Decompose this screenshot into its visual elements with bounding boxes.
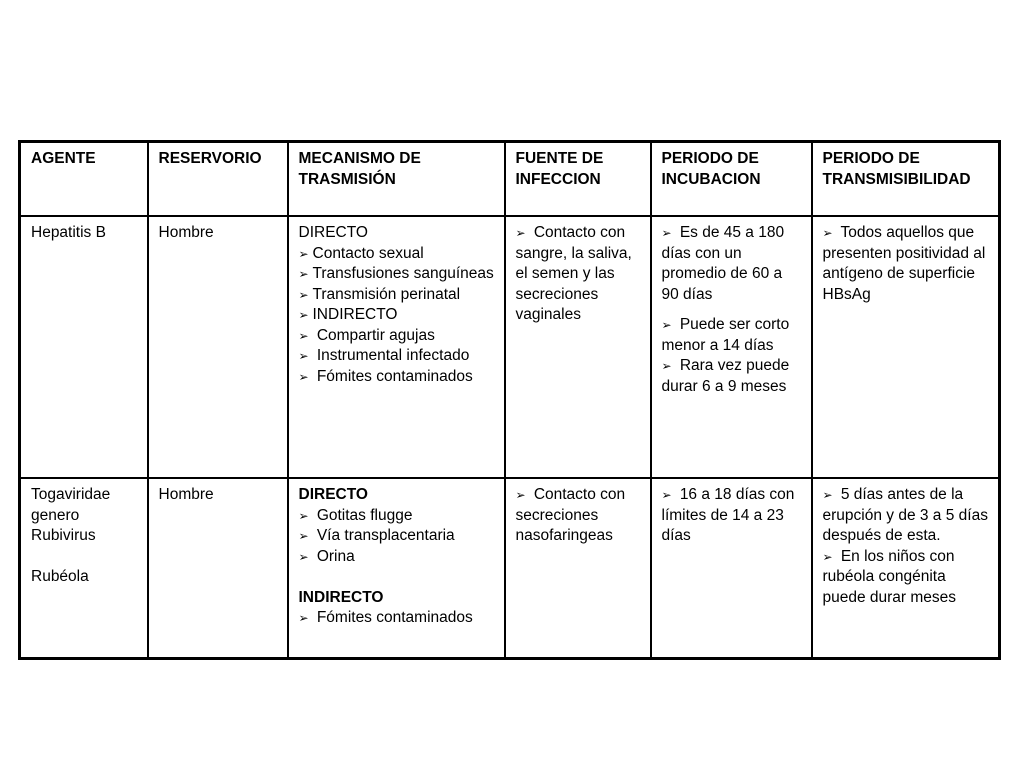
list-item: ➢ 16 a 18 días con límites de 14 a 23 días — [661, 486, 795, 544]
cell-reservorio — [148, 478, 288, 659]
indirecto-label: INDIRECTO — [298, 588, 384, 606]
arrow-bullet-icon: ➢ — [298, 611, 309, 625]
cell-agente — [20, 216, 148, 478]
list-item: ➢ 5 días antes de la erupción y de 3 a 5 días después de esta. — [822, 486, 988, 544]
arrow-bullet-icon: ➢ — [298, 508, 309, 523]
cell-incubacion — [651, 478, 812, 659]
list-item: ➢ Puede ser corto menor a 14 días — [661, 316, 790, 354]
cell-fuente — [505, 216, 651, 478]
cell-reservorio — [148, 216, 288, 478]
list-item: ➢ Fómites contaminados — [299, 367, 496, 388]
arrow-bullet-icon: ➢ — [822, 226, 833, 240]
cell-fuente — [505, 478, 651, 659]
cell-transmisibilidad — [812, 216, 1000, 478]
list-item: ➢ Gotitas flugge — [299, 506, 496, 527]
arrow-bullet-icon: ➢ — [661, 226, 672, 240]
arrow-bullet-icon: ➢ — [661, 359, 672, 373]
arrow-bullet-icon: ➢ — [298, 349, 309, 363]
arrow-bullet-icon: ➢ — [298, 529, 309, 543]
list-item: ➢ Transmisión perinatal — [299, 285, 496, 306]
list-item: ➢ Todos aquellos que presenten positividad al antígeno de superficie HBsAg — [822, 224, 986, 303]
reservorio-text: Hombre — [158, 486, 214, 503]
header-agente: AGENTE — [20, 142, 148, 217]
agente-line: genero — [31, 506, 80, 524]
arrow-bullet-icon: ➢ — [298, 549, 309, 564]
cell-mecanismo — [288, 478, 505, 659]
arrow-bullet-icon: ➢ — [298, 267, 309, 281]
table-row — [20, 216, 1000, 478]
list-item: ➢ Vía transplacentaria — [299, 526, 496, 547]
header-mecanismo: MECANISMO DE TRASMISIÓN — [288, 142, 505, 217]
arrow-bullet-icon: ➢ — [298, 328, 309, 343]
list-item: ➢ Transfusiones sanguíneas — [299, 264, 496, 285]
list-item: ➢ Orina — [299, 547, 496, 568]
cell-agente — [20, 478, 148, 659]
arrow-bullet-icon: ➢ — [661, 318, 672, 332]
table-row — [20, 478, 1000, 659]
directo-label: DIRECTO — [298, 224, 368, 241]
agente-note: Rubéola — [31, 568, 89, 585]
arrow-bullet-icon: ➢ — [822, 549, 833, 564]
agente-text: Hepatitis B — [31, 224, 106, 241]
list-item: ➢ Instrumental infectado — [299, 346, 496, 367]
header-reservorio: RESERVORIO — [148, 142, 288, 217]
epidemiology-table — [18, 140, 1001, 660]
directo-label: DIRECTO — [298, 486, 368, 503]
cell-mecanismo — [288, 216, 505, 478]
arrow-bullet-icon: ➢ — [298, 308, 309, 322]
list-item: ➢ Rara vez puede durar 6 a 9 meses — [661, 357, 790, 395]
header-incubacion: PERIODO DE INCUBACION — [651, 142, 812, 217]
list-item: ➢ INDIRECTO — [299, 305, 496, 326]
header-fuente: FUENTE DE INFECCION — [505, 142, 651, 217]
arrow-bullet-icon: ➢ — [515, 226, 526, 240]
list-item: ➢ Compartir agujas — [299, 326, 496, 347]
arrow-bullet-icon: ➢ — [298, 246, 309, 261]
arrow-bullet-icon: ➢ — [515, 488, 526, 502]
cell-incubacion — [651, 216, 812, 478]
reservorio-text: Hombre — [158, 224, 214, 241]
arrow-bullet-icon: ➢ — [298, 287, 309, 302]
arrow-bullet-icon: ➢ — [298, 369, 309, 384]
header-transmisibilidad: PERIODO DE TRANSMISIBILIDAD — [812, 142, 1000, 217]
cell-transmisibilidad — [812, 478, 1000, 659]
list-item: ➢ En los niños con rubéola congénita puede durar meses — [822, 547, 957, 606]
arrow-bullet-icon: ➢ — [661, 488, 672, 502]
list-item: ➢ Contacto sexual — [299, 244, 496, 265]
agente-line: Togaviridae — [31, 486, 111, 503]
list-item: ➢ Es de 45 a 180 días con un promedio de 60 a 90 días — [661, 224, 785, 303]
list-item: ➢ Fómites contaminados — [299, 608, 496, 629]
agente-line: Rubivirus — [31, 527, 96, 544]
arrow-bullet-icon: ➢ — [822, 488, 833, 502]
list-item: ➢ Contacto con secreciones nasofaringeas — [515, 486, 626, 544]
table-header-row — [20, 142, 1000, 217]
list-item: ➢ Contacto con sangre, la saliva, el semen y las secreciones vaginales — [515, 224, 632, 323]
